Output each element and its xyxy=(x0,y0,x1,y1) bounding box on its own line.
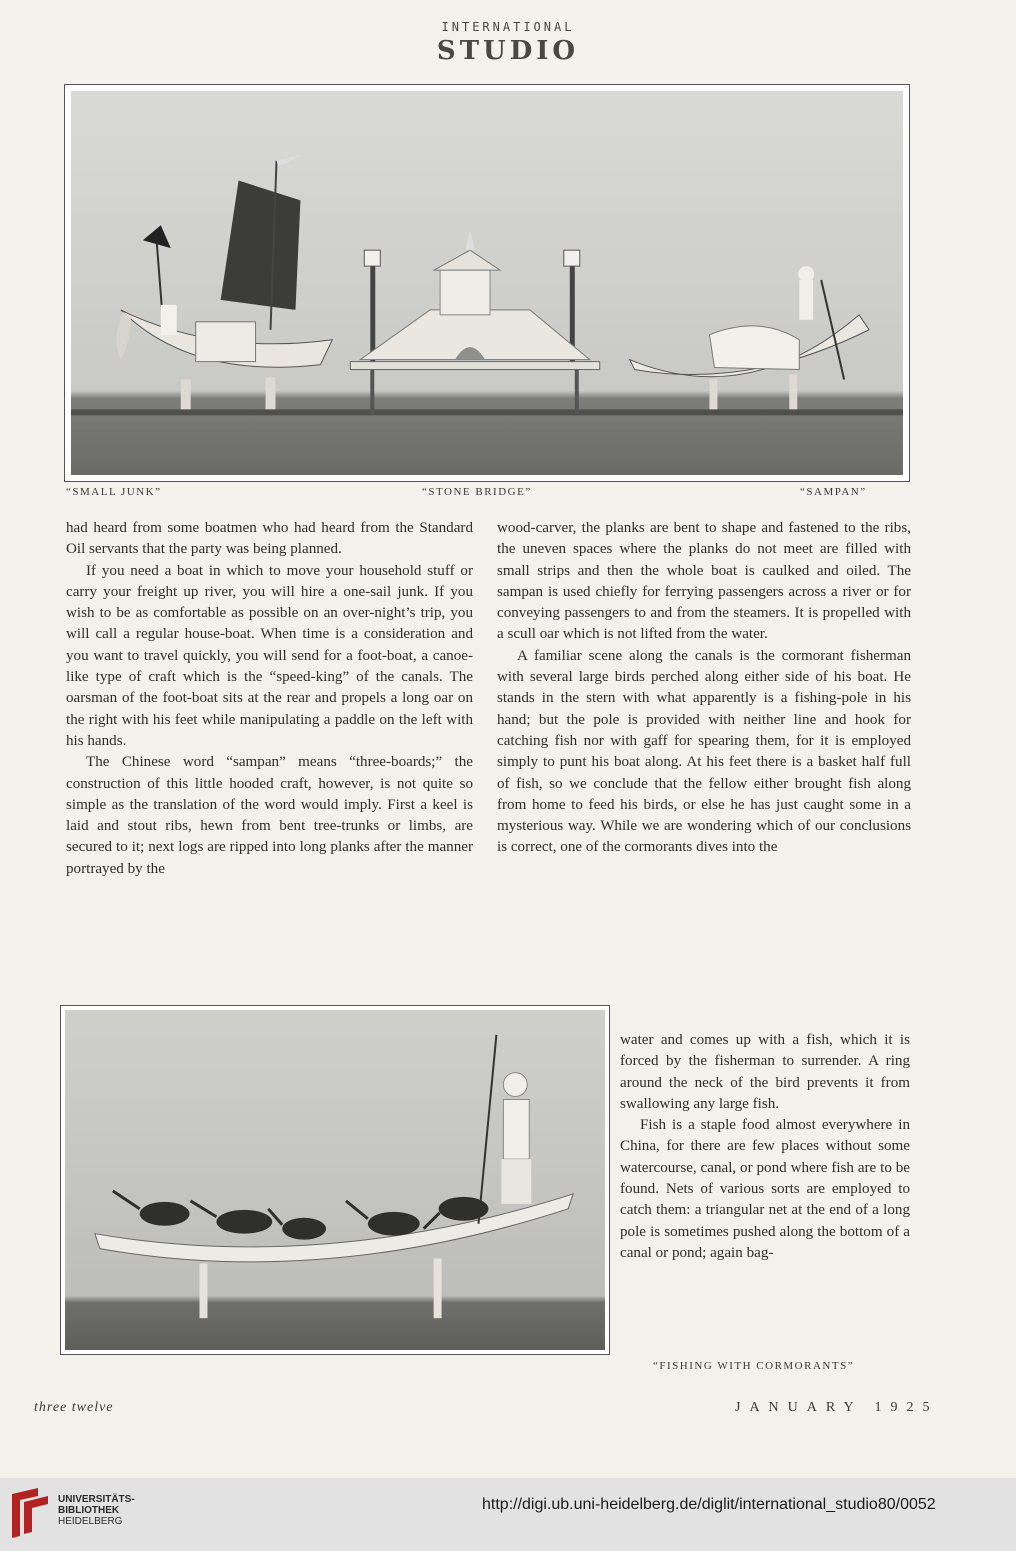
paragraph: A familiar scene along the canals is the cormorant fisherman with several large birds perched along either side of his boat. He stands in the stern with what apparently is a fishing-pole in his hand; but the pole is provided with neither line and hook for catching fish nor with gaff for spearing them, for it is employed simply to punt his boat along. At his feet there is a basket half full of fish, so we conclude that the fellow either brought fish along from home to feed his birds, or else he has just caught some in a mysterious way. While we are wondering which of our conclusions is correct, one of the cormorants dives into the xyxy=(497,647,911,856)
masthead-title: STUDIO xyxy=(436,36,580,66)
photo-cormorant-fishing xyxy=(60,1005,610,1355)
library-name-line3: HEIDELBERG xyxy=(58,1516,123,1527)
caption-sampan: “SAMPAN” xyxy=(800,486,867,498)
photo-cormorant-fishing-image xyxy=(65,1010,605,1350)
source-url-link[interactable]: http://digi.ub.uni-heidelberg.de/diglit/international_studio80/0052 xyxy=(482,1496,936,1513)
library-name-line2: BIBLIOTHEK xyxy=(58,1505,120,1516)
paragraph: If you need a boat in which to move your household stuff or carry your freight up river, you will hire a one-sail junk. If you wish to be as comfortable as possible on an over-night’s trip, you will call a regular house-boat. When time is a consideration and you want to travel quickly, you will send for a foot-boat, a canoe-like type of craft which is the “speed-king” of the canals. The oarsman of the foot-boat sits at the rear and propels a long oar on the right with his feet while manipulating a paddle on the left with his hands. xyxy=(66,562,473,749)
article-column-narrow xyxy=(620,1030,910,1264)
paragraph: had heard from some boatmen who had heard from the Standard Oil servants that the party was being planned. xyxy=(66,520,473,558)
library-footer xyxy=(0,1478,1016,1551)
library-logo-icon xyxy=(8,1486,52,1542)
library-name-line1: UNIVERSITÄTS- xyxy=(58,1494,135,1505)
article-column-right xyxy=(497,518,911,859)
photo-boat-models xyxy=(64,84,910,482)
paragraph: wood-carver, the planks are bent to shape and fastened to the ribs, the uneven spaces where the planks do not meet are filled with small strips and then the whole boat is caulked and oiled. The sampan is used chiefly for ferrying passengers across a river or for conveying passengers to and from the steamers. It is propelled with a scull oar which is not lifted from the water. xyxy=(497,520,911,643)
library-name xyxy=(58,1494,135,1527)
masthead-top-word: INTERNATIONAL xyxy=(441,20,575,34)
caption-fishing-with-cormorants: “FISHING WITH CORMORANTS” xyxy=(653,1360,855,1372)
caption-stone-bridge: “STONE BRIDGE” xyxy=(422,486,532,498)
article-column-left xyxy=(66,518,473,880)
photo-boat-models-image xyxy=(71,91,903,475)
caption-small-junk: “SMALL JUNK” xyxy=(66,486,162,498)
paragraph: Fish is a staple food almost everywhere in China, for there are few places without some watercourse, canal, or pond where fish are to be found. Nets of various sorts are employed to catch them: a triangular net at the end of a long pole is sometimes pushed along the bottom of a canal or pond; again bag- xyxy=(620,1117,910,1261)
page-number: three twelve xyxy=(34,1400,114,1415)
issue-date: JANUARY 1925 xyxy=(735,1400,939,1415)
paragraph: water and comes up with a fish, which it is forced by the fisherman to surrender. A ring around the neck of the bird prevents it from swallowing any large fish. xyxy=(620,1032,910,1112)
paragraph: The Chinese word “sampan” means “three-boards;” the construction of this little hooded craft, however, is not quite so simple as the translation of the word would imply. First a keel is laid and stout ribs, hewn from bent tree-trunks or limbs, are secured to it; next logs are ripped into long planks after the manner portrayed by the xyxy=(66,754,473,877)
